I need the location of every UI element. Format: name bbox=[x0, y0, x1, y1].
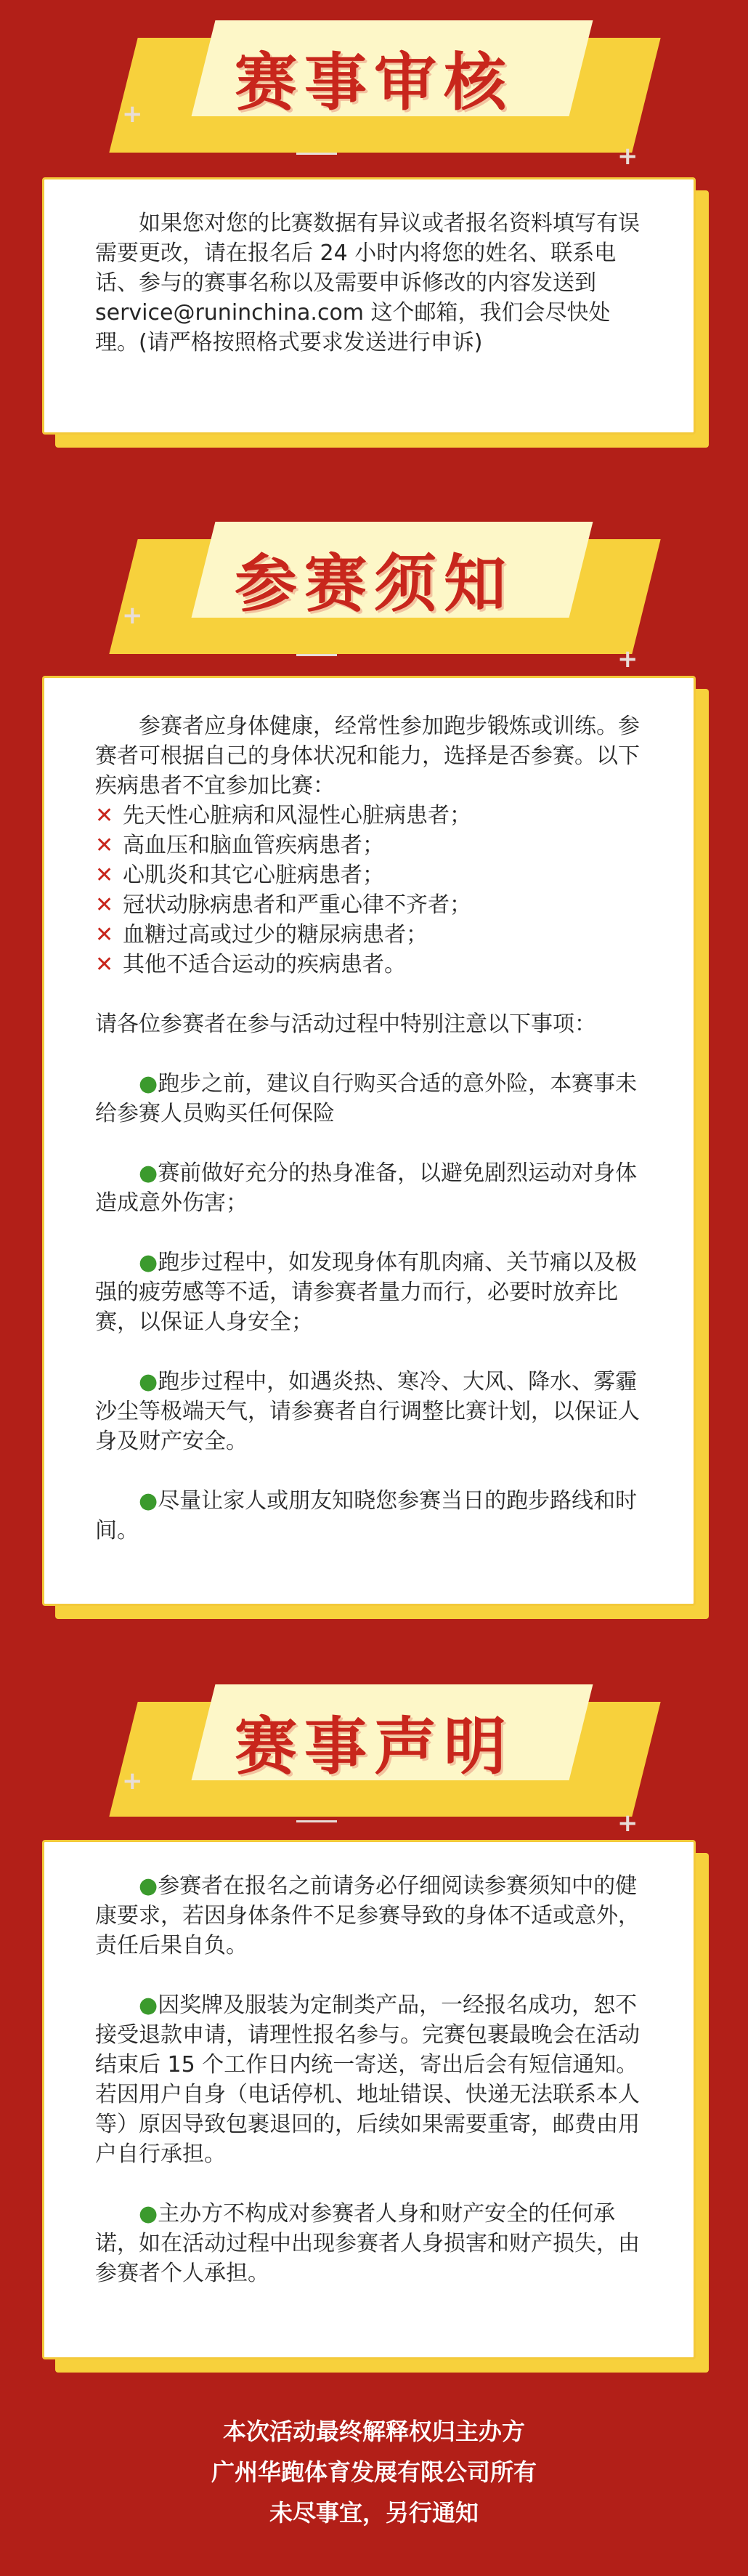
statement-item: ●参赛者在报名之前请务必仔细阅读参赛须知中的健康要求，若因身体条件不足参赛导致的身体不适或意外，责任后果自负。 bbox=[95, 1873, 640, 1958]
notice-item: ●赛前做好充分的热身准备，以避免剧烈运动对身体造成意外伤害； bbox=[95, 1160, 638, 1216]
x-icon: ✕ bbox=[95, 892, 114, 918]
plus-decoration: + bbox=[122, 1767, 143, 1796]
notice-items-intro: 请各位参赛者在参与活动过程中特别注意以下事项： bbox=[95, 1012, 596, 1037]
statement-item: ●主办方不构成对参赛者人身和财产安全的任何承诺，如在活动过程中出现参赛者人身损害和财产损失，由参赛者个人承担。 bbox=[95, 2201, 640, 2286]
x-icon: ✕ bbox=[95, 922, 114, 948]
plus-decoration: + bbox=[122, 100, 143, 129]
disease-item: ✕ 血糖过高或过少的糖尿病患者； bbox=[95, 920, 643, 950]
footer-line-2: 广州华跑体育发展有限公司所有 bbox=[211, 2458, 537, 2486]
footer-line-3: 未尽事宜，另行通知 bbox=[269, 2499, 479, 2527]
plus-decoration: + bbox=[617, 142, 638, 171]
x-icon: ✕ bbox=[95, 863, 114, 888]
green-dot-icon: ● bbox=[139, 2201, 158, 2226]
card-event-statement bbox=[42, 1840, 696, 2359]
x-icon: ✕ bbox=[95, 803, 114, 828]
green-dot-icon: ● bbox=[139, 1873, 158, 1899]
green-dot-icon: ● bbox=[139, 1250, 158, 1275]
dash-decoration bbox=[296, 654, 337, 656]
footer-line-1: 本次活动最终解释权归主办方 bbox=[222, 2418, 525, 2445]
footer bbox=[0, 2411, 748, 2533]
green-dot-icon: ● bbox=[139, 1160, 158, 1186]
plus-decoration: + bbox=[617, 645, 638, 674]
notice-item: ●跑步过程中，如遇炎热、寒冷、大风、降水、雾霾沙尘等极端天气，请参赛者自行调整比赛计划，以保证人身及财产安全。 bbox=[95, 1369, 640, 1454]
x-icon: ✕ bbox=[95, 952, 114, 977]
disease-item: ✕ 其他不适合运动的疾病患者。 bbox=[95, 950, 643, 980]
disease-item: ✕ 冠状动脉病患者和严重心律不齐者； bbox=[95, 890, 643, 920]
notice-item: ●尽量让家人或朋友知晓您参赛当日的跑步路线和时间。 bbox=[95, 1488, 638, 1543]
statement-item: ●因奖牌及服装为定制类产品，一经报名成功，恕不接受退款申请，请理性报名参与。完赛包裹最晚会在活动结束后 15 个工作日内统一寄送，寄出后会有短信通知。若因用户自身（电话停机、地址错误、快递无法联系本人等）原因导致包裹退回的，后续如果需要重寄，邮费由用户自行承担。 bbox=[95, 1992, 640, 2167]
green-dot-icon: ● bbox=[139, 1071, 158, 1097]
plus-decoration: + bbox=[617, 1809, 638, 1838]
dash-decoration bbox=[296, 153, 337, 155]
section-title-event-statement: 赛事声明 bbox=[235, 1710, 513, 1783]
card-event-review bbox=[42, 177, 696, 435]
green-dot-icon: ● bbox=[139, 1488, 158, 1514]
dash-decoration bbox=[296, 1820, 337, 1822]
green-dot-icon: ● bbox=[139, 1369, 158, 1394]
disease-list bbox=[95, 801, 643, 980]
plus-decoration: + bbox=[122, 601, 143, 630]
banner-event-statement bbox=[0, 1664, 748, 1831]
disease-item: ✕ 心肌炎和其它心脏病患者； bbox=[95, 860, 643, 890]
notice-intro: 参赛者应身体健康，经常性参加跑步锻炼或训练。参赛者可根据自己的身体状况和能力，选择是否参赛。以下疾病患者不宜参加比赛： bbox=[95, 714, 640, 799]
disease-item: ✕ 高血压和脑血管疾病患者； bbox=[95, 831, 643, 860]
green-dot-icon: ● bbox=[139, 1992, 158, 2018]
x-icon: ✕ bbox=[95, 833, 114, 858]
card-participant-notice bbox=[42, 676, 696, 1606]
review-paragraph: 如果您对您的比赛数据有异议或者报名资料填写有误需要更改，请在报名后 24 小时内将您的姓名、联系电话、参与的赛事名称以及需要申诉修改的内容发送到 service@runinchina.com 这个邮箱，我们会尽快处理。(请严格按照格式要求发送进行申诉) bbox=[95, 211, 640, 355]
disease-item: ✕ 先天性心脏病和风湿性心脏病患者； bbox=[95, 801, 643, 831]
section-title-participant-notice: 参赛须知 bbox=[235, 547, 513, 621]
notice-item: ●跑步过程中，如发现身体有肌肉痛、关节痛以及极强的疲劳感等不适，请参赛者量力而行，必要时放弃比赛，以保证人身安全； bbox=[95, 1250, 638, 1335]
banner-participant-notice bbox=[0, 501, 748, 674]
section-title-event-review: 赛事审核 bbox=[235, 46, 513, 119]
notice-item: ●跑步之前，建议自行购买合适的意外险，本赛事未给参赛人员购买任何保险 bbox=[95, 1071, 638, 1126]
